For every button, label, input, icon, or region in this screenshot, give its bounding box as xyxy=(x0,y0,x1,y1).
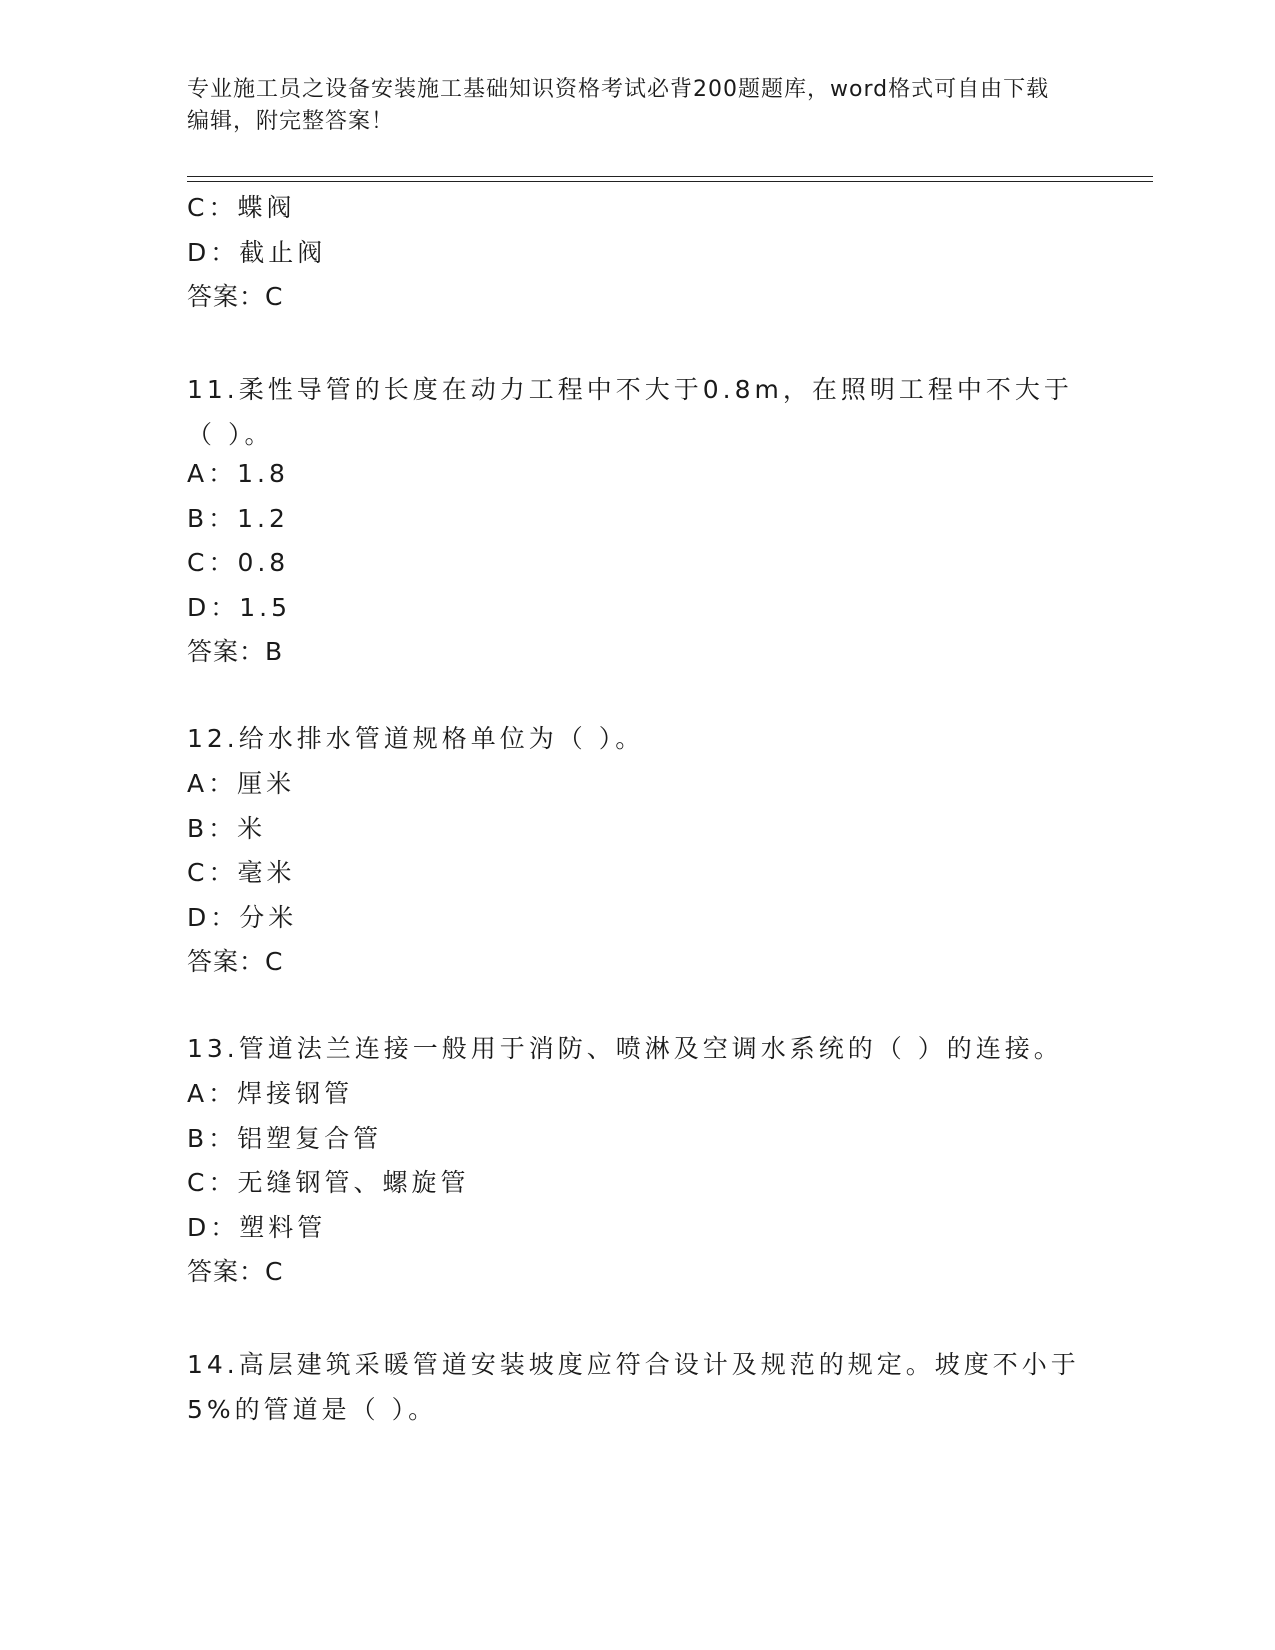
q11-option-a: A：1.8 xyxy=(187,459,289,488)
q12-option-d: D：分米 xyxy=(187,903,298,932)
q13-option-c: C：无缝钢管、螺旋管 xyxy=(187,1168,470,1197)
q11-option-d: D：1.5 xyxy=(187,593,292,622)
q11-answer: 答案：B xyxy=(187,637,284,666)
header-rule-top xyxy=(187,176,1153,177)
prev-option-d: D：截止阀 xyxy=(187,238,327,267)
document-header: 专业施工员之设备安装施工基础知识资格考试必背200题题库，word格式可自由下载编辑，附完整答案！ xyxy=(187,77,1050,134)
q12-answer: 答案：C xyxy=(187,947,284,976)
prev-answer: 答案：C xyxy=(187,282,284,311)
q13-option-d: D：塑料管 xyxy=(187,1213,327,1242)
q11-option-b: B：1.2 xyxy=(187,504,289,533)
q13-option-a: A：焊接钢管 xyxy=(187,1079,354,1108)
question-13: 13.管道法兰连接一般用于消防、喷淋及空调水系统的（ ）的连接。 xyxy=(187,1034,1063,1063)
q12-option-c: C：毫米 xyxy=(187,858,296,887)
header-rule-bottom xyxy=(187,181,1153,182)
q13-option-b: B：铝塑复合管 xyxy=(187,1124,383,1153)
q11-option-c: C：0.8 xyxy=(187,548,290,577)
q13-answer: 答案：C xyxy=(187,1257,284,1286)
q12-option-a: A：厘米 xyxy=(187,769,296,798)
question-11: 11.柔性导管的长度在动力工程中不大于0.8m，在照明工程中不大于（ ）。 xyxy=(187,375,1073,449)
q12-option-b: B：米 xyxy=(187,814,267,843)
prev-option-c: C：蝶阀 xyxy=(187,193,296,222)
question-12: 12.给水排水管道规格单位为（ ）。 xyxy=(187,724,645,753)
question-14: 14.高层建筑采暖管道安装坡度应符合设计及规范的规定。坡度不小于5%的管道是（ ）。 xyxy=(187,1350,1080,1424)
